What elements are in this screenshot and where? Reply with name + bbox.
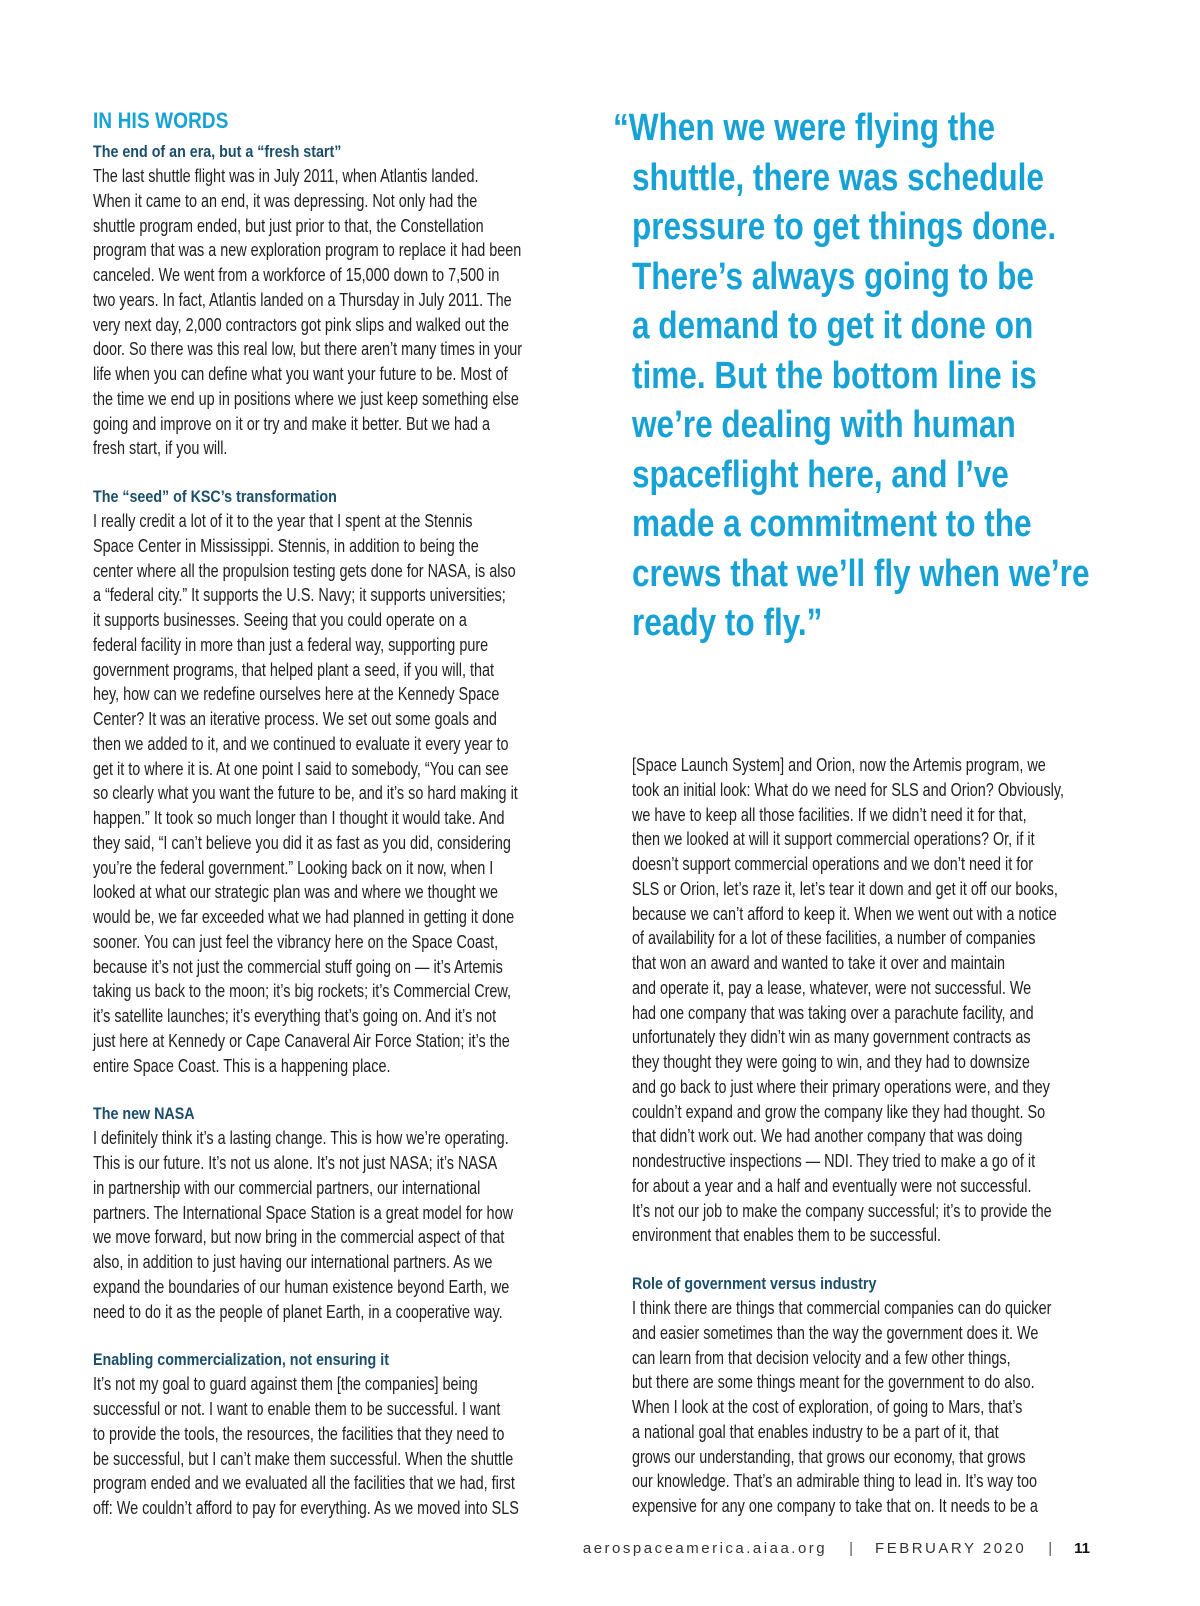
text-line: because it’s not just the commercial stuff going on — it’s Artemis xyxy=(93,956,503,977)
text-line: need to do it as the people of planet Earth, in a cooperative way. xyxy=(93,1301,503,1322)
text-line: center where all the propulsion testing gets done for NASA, is also xyxy=(93,560,516,581)
section-heading: Enabling commercialization, not ensuring it xyxy=(93,1350,389,1370)
right-sections xyxy=(632,753,1120,1519)
text-line: [Space Launch System] and Orion, now the Artemis program, we xyxy=(632,755,1046,775)
text-line: just here at Kennedy or Cape Canaveral Air Force Station; it’s the xyxy=(93,1030,510,1051)
text-line: off: We couldn’t afford to pay for everything. As we moved into SLS xyxy=(93,1498,519,1518)
text-line: a national goal that enables industry to be a part of it, that xyxy=(632,1421,999,1442)
body-paragraph xyxy=(632,753,1120,1248)
text-line: also, in addition to just having our international partners. As we xyxy=(93,1252,493,1272)
body-paragraph xyxy=(93,509,581,1078)
text-line: taking us back to the moon; it’s big rockets; it’s Commercial Crew, xyxy=(93,981,512,1002)
page-footer xyxy=(583,1540,1090,1557)
text-line: government programs, that helped plant a seed, if you will, that xyxy=(93,659,495,680)
pull-quote-line: shuttle, there was schedule xyxy=(632,156,1044,199)
section-gap xyxy=(632,1248,1120,1272)
text-line: it supports businesses. Seeing that you could operate on a xyxy=(93,610,467,630)
text-line: to provide the tools, the resources, the facilities that they need to xyxy=(93,1423,505,1444)
text-line: grows our understanding, that grows our economy, that grows xyxy=(632,1446,1026,1467)
text-line: get it to where it is. At one point I said to somebody, “You can see xyxy=(93,758,509,779)
text-line: they thought they were going to win, and they had to downsize xyxy=(632,1052,1030,1072)
text-line: so clearly what you want the future to be, and it’s so hard making it xyxy=(93,783,518,804)
footer-separator: | xyxy=(1048,1540,1053,1557)
pull-quote-line: spaceflight here, and I’ve xyxy=(632,453,1009,496)
text-line: life when you can define what you want your future to be. Most of xyxy=(93,364,508,384)
pull-quote-line: time. But the bottom line is xyxy=(632,354,1037,397)
text-line: that didn’t work out. We had another company that was doing xyxy=(632,1126,1023,1147)
text-line: unfortunately they didn’t win as many government contracts as xyxy=(632,1027,1031,1048)
text-line: be successful, but I can’t make them successful. When the shuttle xyxy=(93,1448,514,1469)
pull-quote-line: ready to fly.” xyxy=(632,602,823,644)
body-paragraph xyxy=(93,1372,581,1521)
text-line: I think there are things that commercial companies can do quicker xyxy=(632,1298,1052,1318)
text-line: nondestructive inspections — NDI. They tried to make a go of it xyxy=(632,1151,1036,1171)
text-line: hey, how can we redefine ourselves here at the Kennedy Space xyxy=(93,684,500,705)
text-line: The last shuttle flight was in July 2011, when Atlantis landed. xyxy=(93,166,479,186)
text-line: When it came to an end, it was depressing. Not only had the xyxy=(93,190,478,211)
text-line: SLS or Orion, let’s raze it, let’s tear it down and get it off our books, xyxy=(632,878,1058,899)
text-line: because we can’t afford to keep it. When we went out with a notice xyxy=(632,903,1057,924)
text-line: we move forward, but now bring in the commercial aspect of that xyxy=(93,1227,505,1248)
text-line: we have to keep all those facilities. If we didn’t need it for that, xyxy=(632,804,1027,825)
pull-quote-line: crews that we’ll fly when we’re xyxy=(632,552,1090,595)
text-line: had one company that was taking over a parachute facility, and xyxy=(632,1002,1034,1023)
text-line: canceled. We went from a workforce of 15,000 down to 7,500 in xyxy=(93,265,500,285)
text-line: it’s satellite launches; it’s everything that’s going on. And it’s not xyxy=(93,1006,497,1026)
body-paragraph xyxy=(93,1126,581,1324)
text-line: very next day, 2,000 contractors got pink slips and walked out the xyxy=(93,314,509,335)
text-line: It’s not our job to make the company successful; it’s to provide the xyxy=(632,1200,1052,1221)
text-line: can learn from that decision velocity and a few other things, xyxy=(632,1347,1011,1368)
text-line: doesn’t support commercial operations and we don’t need it for xyxy=(632,854,1034,874)
article-section xyxy=(93,1102,581,1324)
article-section xyxy=(632,1272,1120,1519)
text-line: I really credit a lot of it to the year that I spent at the Stennis xyxy=(93,511,473,531)
footer-separator: | xyxy=(849,1540,854,1557)
body-paragraph xyxy=(93,164,581,461)
text-line: When I look at the cost of exploration, of going to Mars, that’s xyxy=(632,1397,1023,1417)
section-kicker: IN HIS WORDS xyxy=(93,108,229,133)
text-line: and easier sometimes than the way the government does it. We xyxy=(632,1322,1039,1343)
section-heading: The “seed” of KSC’s transformation xyxy=(93,487,337,506)
text-line: the time we end up in positions where we just keep something else xyxy=(93,388,519,409)
footer-site: aerospaceamerica.aiaa.org xyxy=(582,1540,828,1557)
text-line: of availability for a lot of these facilities, a number of companies xyxy=(632,928,1036,949)
pull-quote xyxy=(613,104,1172,649)
pull-quote-line: There’s always going to be xyxy=(632,255,1034,298)
text-line: It’s not my goal to guard against them [the companies] being xyxy=(93,1374,478,1395)
text-line: door. So there was this real low, but there aren’t many times in your xyxy=(93,339,523,360)
text-line: two years. In fact, Atlantis landed on a Thursday in July 2011. The xyxy=(93,289,512,310)
section-heading: The end of an era, but a “fresh start” xyxy=(93,142,342,161)
text-line: expand the boundaries of our human existence beyond Earth, we xyxy=(93,1276,510,1297)
text-line: and go back to just where their primary operations were, and they xyxy=(632,1076,1050,1097)
text-line: partners. The International Space Station is a great model for how xyxy=(93,1202,513,1223)
article-section xyxy=(93,140,581,461)
footer-issue: FEBRUARY 2020 xyxy=(875,1540,1027,1557)
pull-quote-line: we’re dealing with human xyxy=(632,404,1016,446)
text-line: looked at what our strategic plan was and where we thought we xyxy=(93,882,499,903)
text-line: program that was a new exploration program to replace it had been xyxy=(93,240,522,261)
section-heading: Role of government versus industry xyxy=(632,1274,877,1293)
text-line: but there are some things meant for the government to do also. xyxy=(632,1372,1035,1393)
text-line: sooner. You can just feel the vibrancy here on the Space Coast, xyxy=(93,931,499,952)
article-section xyxy=(632,753,1120,1248)
text-line: our knowledge. That’s an admirable thing to lead in. It’s way too xyxy=(632,1471,1038,1492)
left-column xyxy=(93,108,581,1521)
pull-quote-line: pressure to get things done. xyxy=(632,206,1057,248)
text-line: going and improve on it or try and make it better. But we had a xyxy=(93,413,491,434)
text-line: would be, we far exceeded what we had planned in getting it done xyxy=(93,907,515,927)
text-line: environment that enables them to be successful. xyxy=(632,1225,941,1246)
section-heading: The new NASA xyxy=(93,1104,195,1124)
text-line: fresh start, if you will. xyxy=(93,438,228,459)
pull-quote-line: a demand to get it done on xyxy=(632,305,1034,347)
page-number: 11 xyxy=(1074,1540,1090,1557)
pull-quote-line: “When we were flying the xyxy=(613,107,996,149)
text-line: successful or not. I want to enable them to be successful. I want xyxy=(93,1399,501,1419)
left-sections xyxy=(93,140,581,1521)
text-line: took an initial look: What do we need for SLS and Orion? Obviously, xyxy=(632,779,1064,800)
text-line: then we added to it, and we continued to evaluate it every year to xyxy=(93,733,509,754)
text-line: in partnership with our commercial partners, our international xyxy=(93,1177,481,1198)
text-line: shuttle program ended, but just prior to that, the Constellation xyxy=(93,215,484,236)
text-line: I definitely think it’s a lasting change. This is how we’re operating. xyxy=(93,1128,509,1149)
text-line: entire Space Coast. This is a happening place. xyxy=(93,1055,391,1076)
text-line: for about a year and a half and eventually were not successful. xyxy=(632,1175,1032,1196)
article-section xyxy=(93,1348,581,1521)
article-section xyxy=(93,485,581,1078)
section-gap xyxy=(93,461,581,485)
pull-quote-line: made a commitment to the xyxy=(632,503,1032,545)
text-line: Space Center in Mississippi. Stennis, in addition to being the xyxy=(93,535,479,556)
body-paragraph xyxy=(632,1296,1120,1519)
text-line: you’re the federal government.” Looking back on it now, when I xyxy=(93,857,494,878)
text-line: Center? It was an iterative process. We set out some goals and xyxy=(93,709,497,729)
text-line: happen.” It took so much longer than I thought it would take. And xyxy=(93,808,505,828)
text-line: This is our future. It’s not us alone. It’s not just NASA; it’s NASA xyxy=(93,1153,498,1173)
text-line: couldn’t expand and grow the company like they had thought. So xyxy=(632,1101,1046,1122)
right-column xyxy=(632,753,1120,1519)
text-line: then we looked at will it support commercial operations? Or, if it xyxy=(632,829,1035,850)
text-line: and operate it, pay a lease, whatever, were not successful. We xyxy=(632,977,1032,998)
text-line: they said, “I can’t believe you did it as fast as you did, considering xyxy=(93,832,511,853)
text-line: expensive for any one company to take that on. It needs to be a xyxy=(632,1496,1038,1516)
text-line: that won an award and wanted to take it over and maintain xyxy=(632,953,1006,973)
text-line: a “federal city.” It supports the U.S. Navy; it supports universities; xyxy=(93,585,506,606)
section-gap xyxy=(93,1324,581,1348)
text-line: federal facility in more than just a federal way, supporting pure xyxy=(93,634,489,655)
text-line: program ended and we evaluated all the facilities that we had, first xyxy=(93,1473,515,1494)
section-gap xyxy=(93,1078,581,1102)
